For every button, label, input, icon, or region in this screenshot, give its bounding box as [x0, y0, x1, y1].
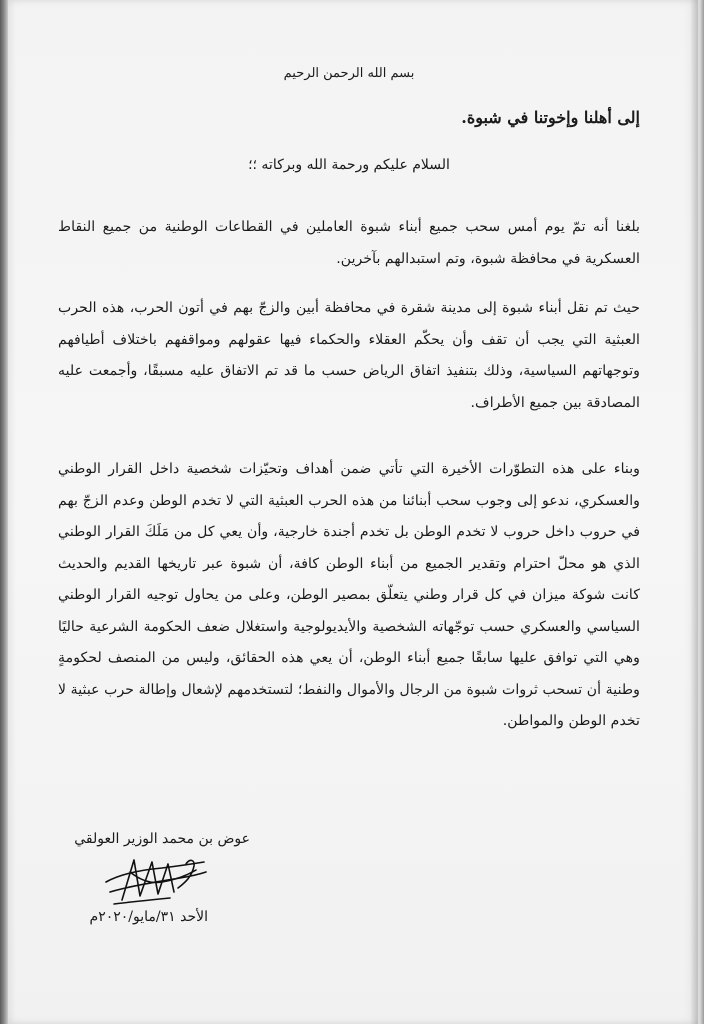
addressee: إلى أهلنا وإخوتنا في شبوة.	[461, 108, 640, 127]
basmala: بسم الله الرحمن الرحيم	[283, 66, 415, 81]
handwritten-signature	[100, 852, 210, 910]
greeting: السلام عليكم ورحمة الله وبركاته ؛؛	[248, 157, 450, 173]
paragraph-2: حيث تم نقل أبناء شبوة إلى مدينة شقرة في محافظة أبين والزجّ بهم في أتون الحرب، هذه الحرب العبثية التي يجب أن تقف وأن يحكّم العقلاء والحكماء فيها عقولهم ومواقفهم باختلاف أطيافهم وتوجهاتهم السياسية، وذلك بتنفيذ اتفاق الرياض حسب ما قد تم الاتفاق عليه مسبقًا، وأجمعت عليه المصادقة بين جميع الأطراف.	[58, 300, 640, 411]
paragraph-3: وبناء على هذه التطوّرات الأخيرة التي تأتي ضمن أهداف وتحيّزات شخصية داخل القرار الوطني والعسكري، ندعو إلى وجوب سحب أبنائنا من هذه الحرب العبثية التي لا تخدم الوطن وعدم الزجّ بهم في حروب داخل حروب لا تخدم الوطن بل تخدم أجندة خارجية، وأن يعي كل من مَلَكَ القرار الوطني الذي هو محلّ احترام وتقدير الجميع من أبناء الوطن كافة، أن شبوة عبر تاريخها القديم والحديث كانت شوكة ميزان في كل قرار وطني يتعلّق بمصير الوطن، وعلى من يحاول توجيه القرار الوطني السياسي والعسكري حسب توجّهاته الشخصية والأيديولوجية واستغلال ضعف الحكومة الشرعية حاليًا وهي التي توافق عليها سابقًا جميع أبناء الوطن، أن يعي هذه الحقائق، وليس من المنصف لحكومةٍ وطنية أن تسحب ثروات شبوة من الرجال والأموال والنفط؛ لتستخدمهم لإشعال وإطالة حرب عبثية لا تخدم الوطن والمواطن.	[58, 461, 640, 730]
page-edge-shadow	[690, 0, 698, 1024]
signer-name: عوض بن محمد الوزير العولقي	[74, 831, 250, 847]
letter-date: الأحد ٣١/مايو/٢٠٢٠م	[89, 909, 208, 925]
paragraph-1: بلغنا أنه تمّ يوم أمس سحب جميع أبناء شبوة العاملين في القطاعات الوطنية من جميع النقاط العسكرية في محافظة شبوة، وتم استبدالهم بآخرين.	[58, 219, 640, 267]
